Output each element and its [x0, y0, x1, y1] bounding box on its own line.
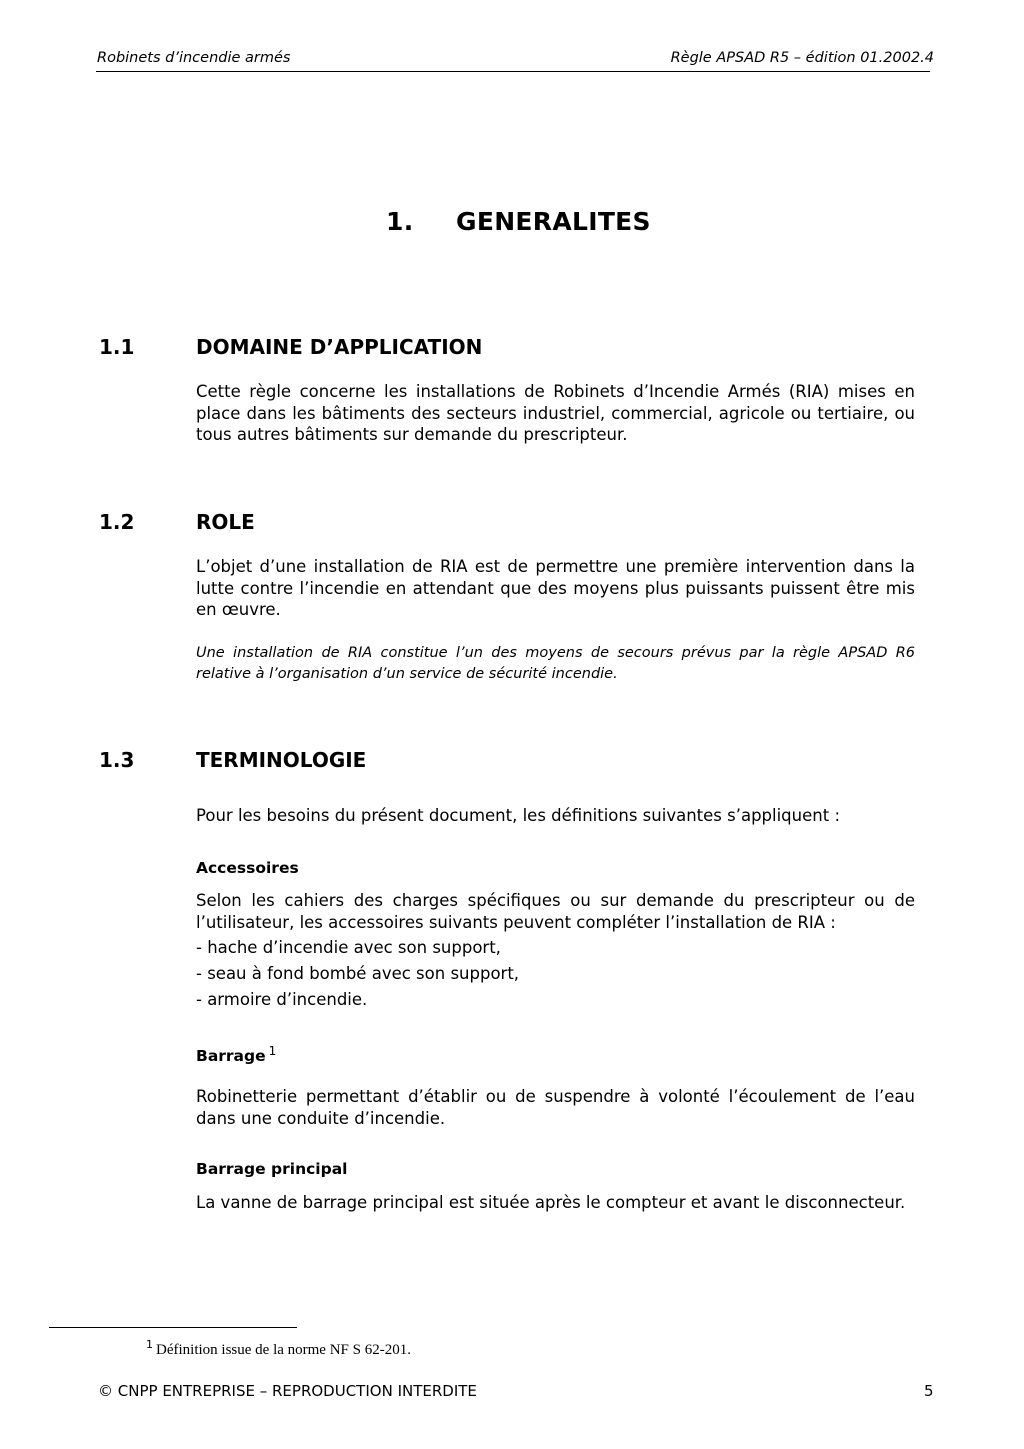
- term-heading: Accessoires: [196, 859, 299, 877]
- chapter-number: 1.: [386, 207, 414, 236]
- definition-text: Robinetterie permettant d’établir ou de suspendre à volonté l’écoulement de l’eau dans une conduite d’incendie.: [196, 1087, 915, 1128]
- copyright-footer: © CNPP ENTREPRISE – REPRODUCTION INTERDITE: [98, 1382, 477, 1400]
- definition-text: La vanne de barrage principal est située après le compteur et avant le disconnecteur.: [196, 1193, 906, 1212]
- list-item: - seau à fond bombé avec son support,: [196, 964, 520, 983]
- footnote-rule: [49, 1327, 297, 1328]
- definition-text: Selon les cahiers des charges spécifiques ou sur demande du prescripteur ou de l’utilisateur, les accessoires suivants peuvent compléter l’installation de RIA :: [196, 891, 915, 932]
- chapter-title: GENERALITES: [456, 207, 651, 236]
- list-item: - hache d’incendie avec son support,: [196, 938, 501, 957]
- section-title: DOMAINE D’APPLICATION: [196, 335, 483, 359]
- italic-note: Une installation de RIA constitue l’un des moyens de secours prévus par la règle APSAD R6 relative à l’organisation d’un service de sécurité incendie.: [196, 645, 915, 682]
- list-item: - armoire d’incendie.: [196, 990, 368, 1009]
- paragraph: L’objet d’une installation de RIA est de permettre une première intervention dans la lutte contre l’incendie en attendant que des moyens plus puissants puissent être mis en œuvre.: [196, 557, 915, 619]
- footnote: [146, 1338, 411, 1359]
- chapter-heading: [386, 207, 651, 236]
- header-rule: [96, 71, 930, 72]
- section-title: ROLE: [196, 510, 255, 534]
- footnote-text: Définition issue de la norme NF S 62-201.: [156, 1342, 411, 1358]
- footnote-reference[interactable]: 1: [268, 1044, 277, 1058]
- footnote-marker: 1: [146, 1338, 153, 1351]
- section-number: 1.1: [99, 335, 135, 359]
- running-header-title: Robinets d’incendie armés: [97, 50, 291, 66]
- section-number: 1.2: [99, 510, 135, 534]
- running-header-edition: Règle APSAD R5 – édition 01.2002.4: [670, 50, 934, 66]
- paragraph: Cette règle concerne les installations de Robinets d’Incendie Armés (RIA) mises en place dans les bâtiments des secteurs industriel, commercial, agricole ou tertiaire, ou tous autres bâtiments sur demande du prescripteur.: [196, 382, 915, 444]
- section-number: 1.3: [99, 748, 135, 772]
- page-number: 5: [924, 1382, 934, 1400]
- term-label: Barrage: [196, 1047, 266, 1065]
- intro-paragraph: Pour les besoins du présent document, les définitions suivantes s’appliquent :: [196, 806, 840, 825]
- term-heading: Barrage principal: [196, 1160, 348, 1178]
- term-heading: [196, 1044, 276, 1065]
- section-title: TERMINOLOGIE: [196, 748, 367, 772]
